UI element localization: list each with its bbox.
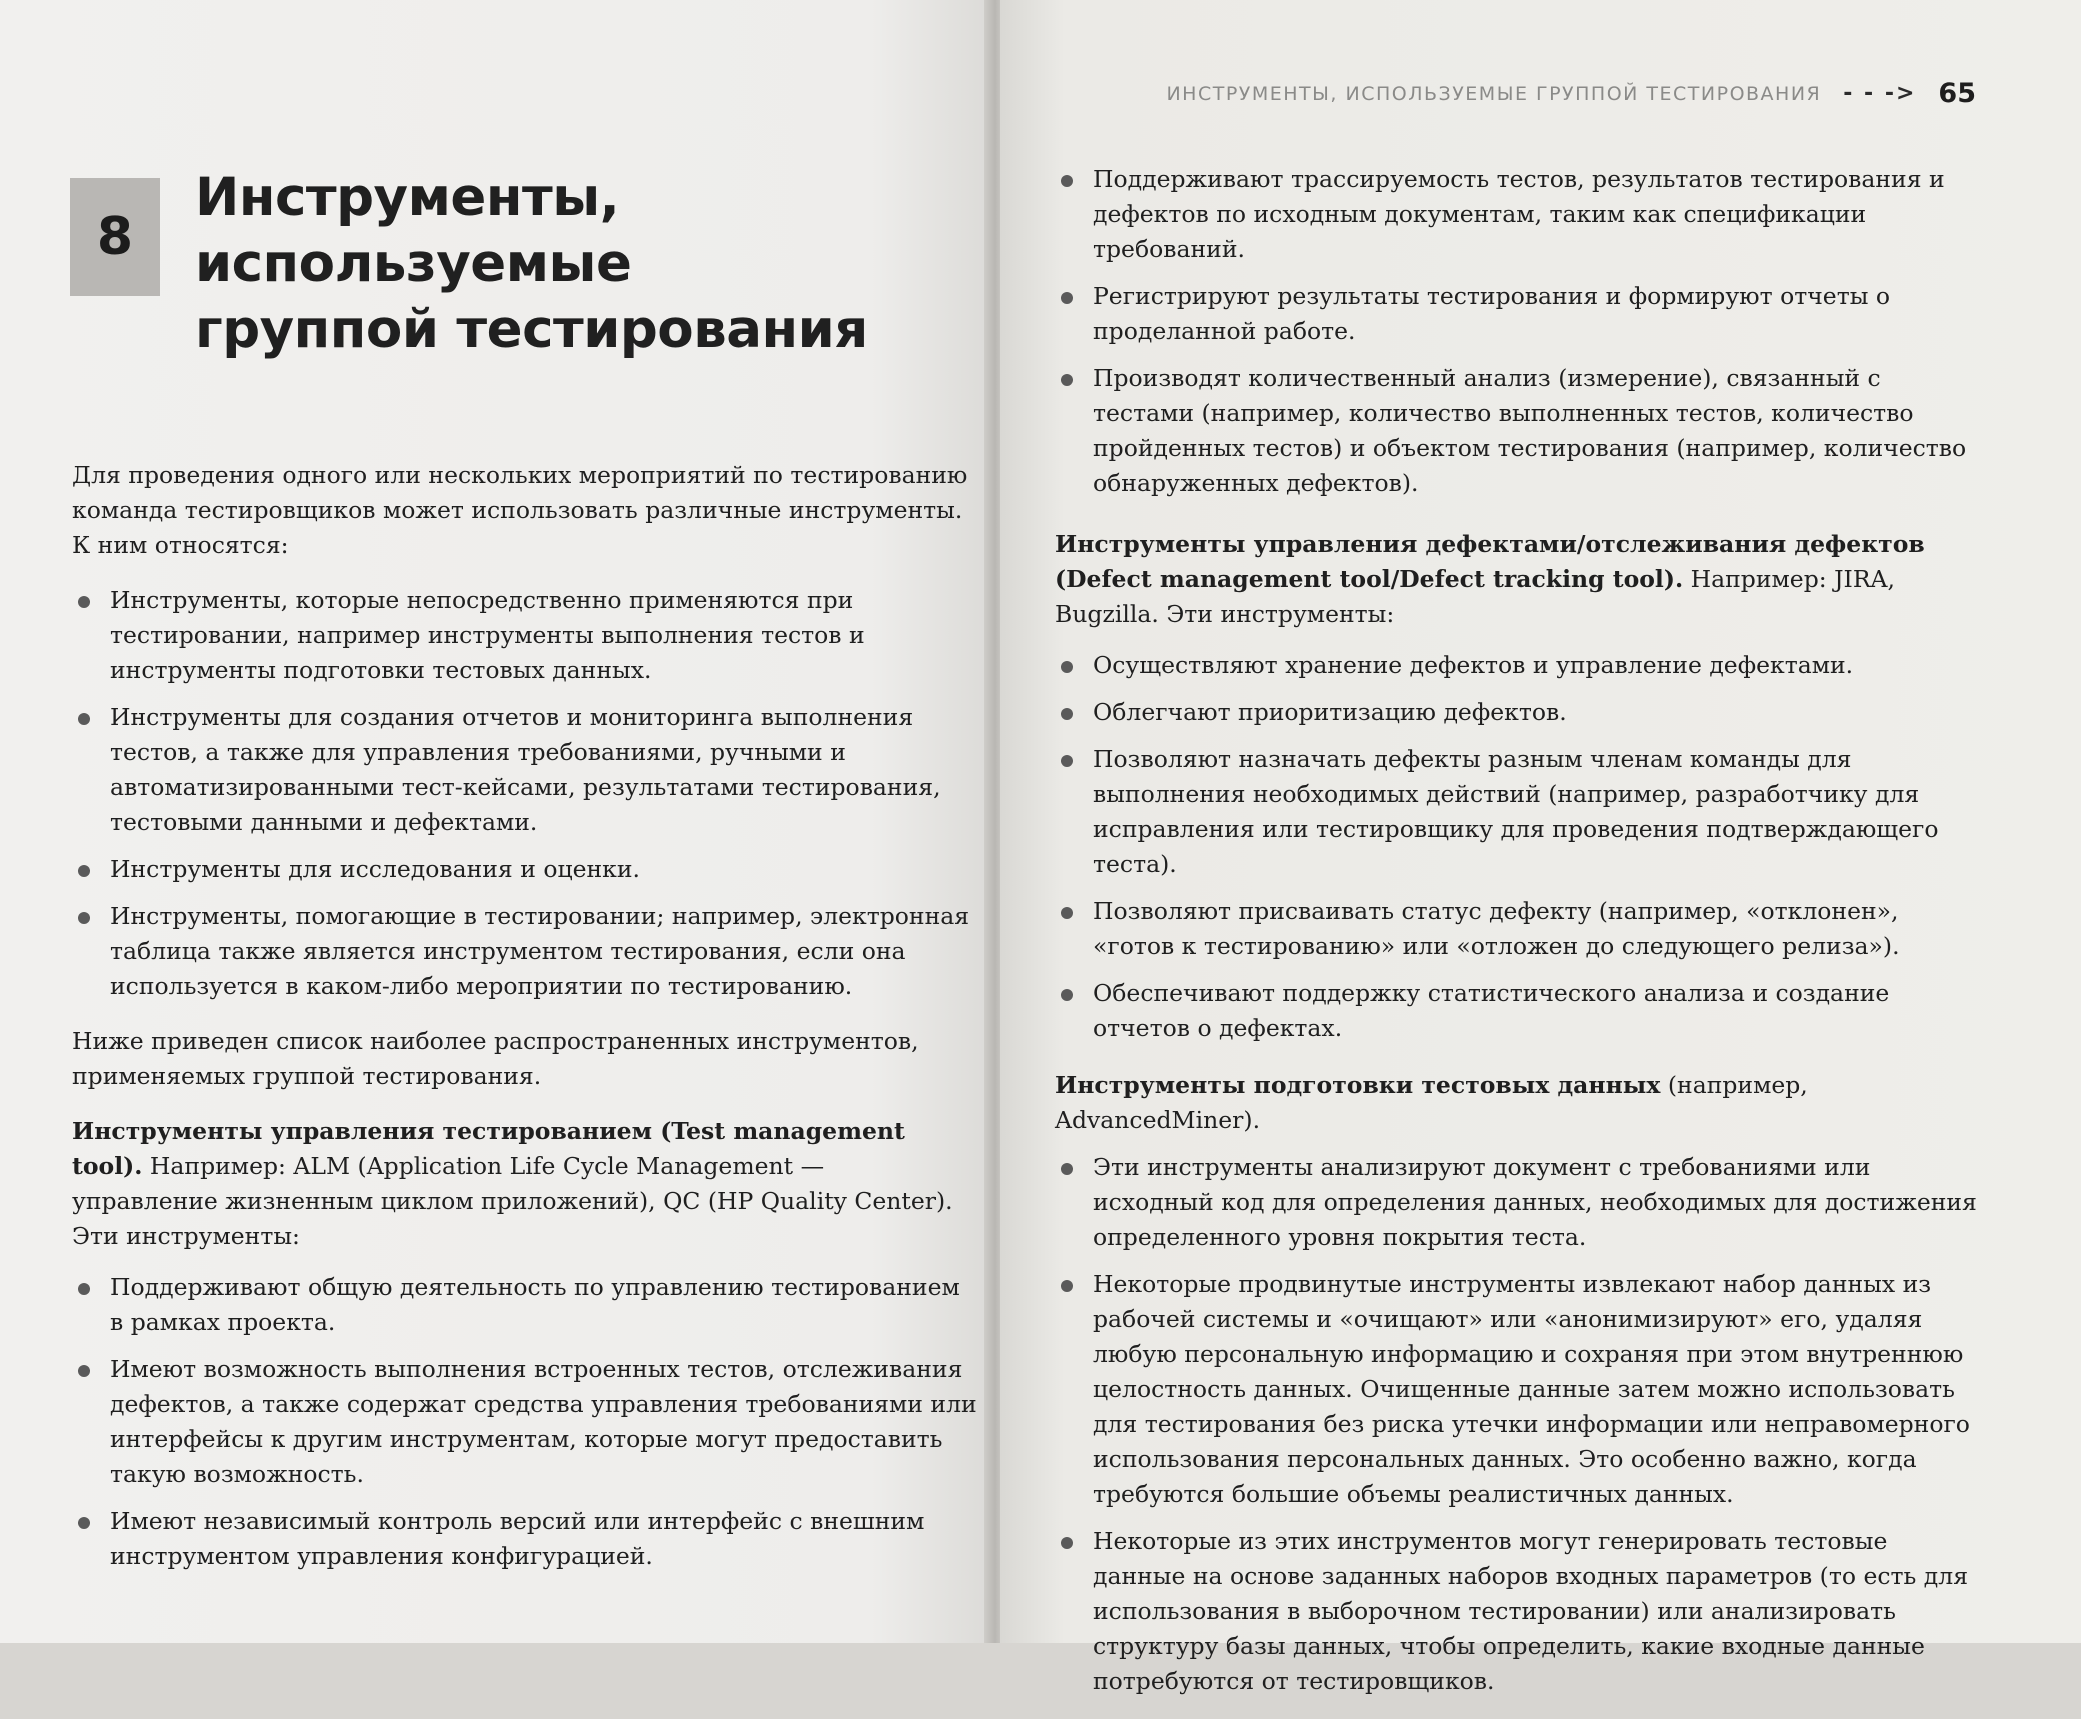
- defect-management-paragraph: [1055, 527, 1985, 632]
- bullet-icon: [1061, 755, 1073, 767]
- test-data-list: [1055, 1150, 1985, 1699]
- right-page-body: [1055, 162, 1985, 1719]
- chapter-title: [195, 165, 975, 363]
- test-management-heading: Инструменты управления тестированием (Test management tool).: [72, 1117, 905, 1180]
- list-intro-paragraph: Ниже приведен список наиболее распространенных инструментов, применяемых группой тестирования.: [72, 1027, 919, 1090]
- list-item: Поддерживают трассируемость тестов, результатов тестирования и дефектов по исходным документам, таким как спецификации требований.: [1055, 162, 1985, 267]
- list-item: Производят количественный анализ (измерение), связанный с тестами (например, количество выполненных тестов, количество пройденных тестов) и объектом тестирования (например, количество обнаруженных дефектов).: [1055, 361, 1985, 501]
- defect-management-list: [1055, 648, 1985, 1046]
- list-item: Осуществляют хранение дефектов и управление дефектами.: [1055, 648, 1985, 683]
- test-management-list: [72, 1270, 977, 1574]
- bullet-icon: [1061, 292, 1073, 304]
- intro-paragraph: Для проведения одного или нескольких мероприятий по тестированию команда тестировщиков может использовать различные инструменты. К ним относятся:: [72, 461, 968, 559]
- list-item: Обеспечивают поддержку статистического анализа и создание отчетов о дефектах.: [1055, 976, 1985, 1046]
- running-head-title: ИНСТРУМЕНТЫ, ИСПОЛЬЗУЕМЫЕ ГРУППОЙ ТЕСТИРОВАНИЯ: [1166, 82, 1822, 105]
- list-item: Инструменты, помогающие в тестировании; например, электронная таблица также является инструментом тестирования, если она используется в каком-либо мероприятии по тестированию.: [72, 899, 977, 1004]
- list-item: Позволяют назначать дефекты разным членам команды для выполнения необходимых действий (например, разработчику для исправления или тестировщику для проведения подтверждающего теста).: [1055, 742, 1985, 882]
- list-item: Имеют возможность выполнения встроенных тестов, отслеживания дефектов, а также содержат средства управления требованиями или интерфейсы к другим инструментам, которые могут предоставить такую возможность.: [72, 1352, 977, 1492]
- list-item: Имеют независимый контроль версий или интерфейс с внешним инструментом управления конфигурацией.: [72, 1504, 977, 1574]
- test-management-text: Например: ALM (Application Life Cycle Management — управление жизненным циклом приложений), QC (HP Quality Center). Эти инструменты:: [72, 1152, 953, 1250]
- bullet-icon: [1061, 708, 1073, 720]
- list-item: Позволяют присваивать статус дефекту (например, «отклонен», «готов к тестированию» или «отложен до следующего релиза»).: [1055, 894, 1985, 964]
- test-data-heading: Инструменты подготовки тестовых данных: [1055, 1071, 1661, 1099]
- bullet-icon: [78, 1365, 90, 1377]
- bullet-icon: [1061, 661, 1073, 673]
- bullet-icon: [78, 1283, 90, 1295]
- running-head: [1166, 78, 1976, 109]
- chapter-title-line2: группой тестирования: [195, 299, 868, 360]
- list-item: Регистрируют результаты тестирования и формируют отчеты о проделанной работе.: [1055, 279, 1985, 349]
- page-number: 65: [1938, 78, 1976, 109]
- bullet-icon: [1061, 1163, 1073, 1175]
- test-data-text: (например, AdvancedMiner).: [1055, 1071, 1808, 1134]
- list-item: Некоторые продвинутые инструменты извлекают набор данных из рабочей системы и «очищают» или «анонимизируют» его, удаляя любую персональную информацию и сохраняя при этом внутреннюю целостность данных. Очищенные данные затем можно использовать для тестирования без риска утечки информации или неправомерного использования персональных данных. Это особенно важно, когда требуются большие объемы реалистичных данных.: [1055, 1267, 1985, 1512]
- test-management-paragraph: [72, 1114, 977, 1254]
- list-item: Инструменты, которые непосредственно применяются при тестировании, например инструменты выполнения тестов и инструменты подготовки тестовых данных.: [72, 583, 977, 688]
- left-page: [0, 0, 990, 1643]
- list-item: Инструменты для создания отчетов и мониторинга выполнения тестов, а также для управления требованиями, ручными и автоматизированными тест-кейсами, результатами тестирования, тестовыми данными и дефектами.: [72, 700, 977, 840]
- left-page-body: [72, 458, 977, 1594]
- test-management-list-continued: [1055, 162, 1985, 501]
- list-item: Облегчают приоритизацию дефектов.: [1055, 695, 1985, 730]
- bullet-icon: [1061, 374, 1073, 386]
- bullet-icon: [1061, 907, 1073, 919]
- tool-kinds-list: [72, 583, 977, 1004]
- bullet-icon: [1061, 175, 1073, 187]
- bullet-icon: [78, 713, 90, 725]
- list-item: Инструменты для исследования и оценки.: [72, 852, 977, 887]
- bullet-icon: [1061, 989, 1073, 1001]
- bullet-icon: [78, 912, 90, 924]
- defect-management-heading: Инструменты управления дефектами/отслеживания дефектов (Defect management tool/Defect tracking tool).: [1055, 530, 1925, 593]
- bullet-icon: [1061, 1280, 1073, 1292]
- list-item: Поддерживают общую деятельность по управлению тестированием в рамках проекта.: [72, 1270, 977, 1340]
- chapter-number-box: 8: [70, 178, 160, 296]
- list-item: Некоторые из этих инструментов могут генерировать тестовые данные на основе заданных наборов входных параметров (то есть для использования в выборочном тестировании) или анализировать структуру базы данных, чтобы определить, какие входные данные потребуются от тестировщиков.: [1055, 1524, 1985, 1699]
- bullet-icon: [78, 1517, 90, 1529]
- defect-management-text: Например: JIRA, Bugzilla. Эти инструменты:: [1055, 565, 1895, 628]
- test-data-paragraph: [1055, 1068, 1985, 1138]
- bullet-icon: [78, 596, 90, 608]
- chapter-title-line1: Инструменты, используемые: [195, 167, 632, 294]
- bullet-icon: [78, 865, 90, 877]
- list-item: Эти инструменты анализируют документ с требованиями или исходный код для определения данных, необходимых для достижения определенного уровня покрытия теста.: [1055, 1150, 1985, 1255]
- arrow-icon: - - ->: [1843, 81, 1917, 106]
- bullet-icon: [1061, 1537, 1073, 1549]
